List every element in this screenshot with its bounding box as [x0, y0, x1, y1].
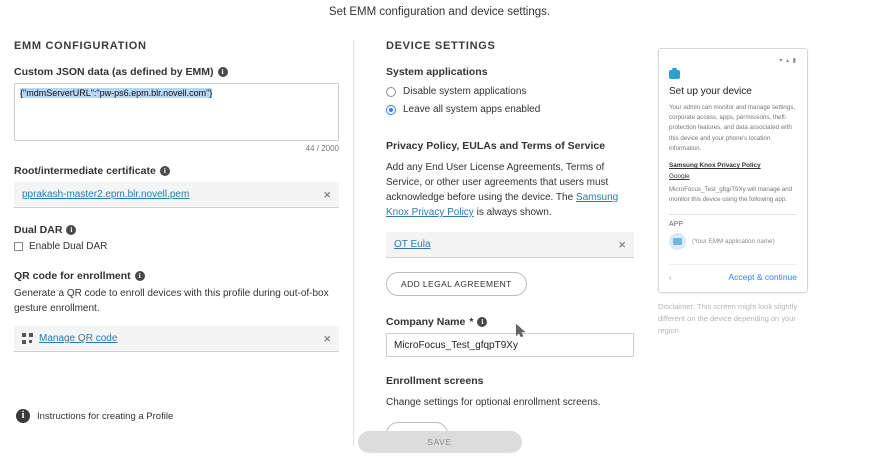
accept-continue-button[interactable]: Accept & continue	[728, 272, 797, 283]
info-icon[interactable]: i	[218, 67, 228, 77]
qr-code-icon	[22, 333, 33, 344]
briefcase-icon	[669, 70, 680, 79]
company-name-input[interactable]	[386, 333, 634, 357]
phone-google-link[interactable]: Google	[669, 173, 690, 181]
back-arrow-icon[interactable]: ‹	[669, 272, 672, 282]
legal-agreement-row	[386, 232, 634, 258]
device-settings-title: DEVICE SETTINGS	[386, 40, 496, 52]
certificate-row	[14, 182, 339, 208]
close-icon[interactable]: ×	[618, 237, 626, 252]
privacy-policy-text	[386, 160, 634, 220]
company-name-label	[386, 316, 634, 328]
app-placeholder-icon	[669, 233, 686, 250]
radio-leave-system-apps[interactable]	[386, 104, 634, 115]
info-icon[interactable]: i	[160, 166, 170, 176]
add-legal-agreement-button[interactable]: ADD LEGAL AGREEMENT	[386, 272, 527, 296]
manage-qr-row	[14, 326, 339, 352]
info-icon[interactable]: i	[477, 317, 487, 327]
dual-dar-label-text: Dual DAR	[14, 224, 63, 236]
custom-json-value: {"mdmServerURL":"pw-ps6.epm.blr.novell.com"}	[20, 88, 213, 98]
close-icon[interactable]: ×	[323, 331, 331, 346]
emm-configuration-title: EMM CONFIGURATION	[14, 40, 147, 52]
system-applications-label: System applications	[386, 66, 488, 78]
info-icon[interactable]: i	[66, 225, 76, 235]
privacy-policy-title: Privacy Policy, EULAs and Terms of Service	[386, 140, 606, 152]
phone-app-name: (Your EMM application name)	[692, 238, 775, 246]
device-preview-panel	[644, 40, 824, 446]
phone-footer	[669, 264, 797, 282]
custom-json-label	[14, 66, 339, 78]
enable-dual-dar-checkbox[interactable]	[14, 242, 23, 251]
phone-app-row	[669, 233, 797, 250]
radio-button-selected[interactable]	[386, 105, 396, 115]
info-icon: i	[16, 409, 30, 423]
manage-qr-left-group	[22, 333, 117, 344]
content-columns	[0, 40, 879, 446]
enable-dual-dar-label: Enable Dual DAR	[29, 241, 108, 252]
close-icon[interactable]: ×	[323, 187, 331, 202]
qr-code-label	[14, 270, 339, 282]
qr-code-label-text: QR code for enrollment	[14, 270, 131, 282]
enrollment-screens-title: Enrollment screens	[386, 375, 484, 387]
certificate-label-text: Root/intermediate certificate	[14, 165, 156, 177]
privacy-text-part2: is always shown.	[473, 207, 552, 218]
privacy-text-part1: Add any End User License Agreements, Terms of Service, or other user agreements that users must acknowledge before using the device. The	[386, 162, 609, 203]
required-asterisk: *	[469, 316, 474, 328]
phone-small-text: MicroFocus_Test_gfqpT9Xy will manage and monitor this device using the following app.	[669, 186, 793, 204]
preview-disclaimer: Disclaimer: This screen might look slightly different on the device depending on your region.	[658, 302, 798, 336]
phone-body-text: Your admin can monitor and manage settings, corporate access, apps, permissions, theft-protection features, and data associated with this device and your phone's location information.	[669, 104, 796, 152]
radio-disable-system-apps[interactable]	[386, 86, 634, 97]
radio-leave-label: Leave all system apps enabled	[403, 104, 541, 115]
custom-json-label-text: Custom JSON data (as defined by EMM)	[14, 66, 214, 78]
spacer	[386, 122, 634, 140]
samsung-knox-privacy-policy-link[interactable]: Samsung Knox Privacy Policy	[386, 192, 619, 218]
phone-status-bar: ▾ ▴ ▮	[779, 58, 797, 64]
manage-qr-code-link[interactable]: Manage QR code	[39, 333, 118, 344]
device-settings-panel	[354, 40, 644, 446]
radio-button[interactable]	[386, 87, 396, 97]
company-name-label-text: Company Name	[386, 316, 466, 328]
instructions-note[interactable]	[16, 409, 173, 423]
phone-title: Set up your device	[669, 86, 752, 97]
radio-disable-label: Disable system applications	[403, 86, 527, 97]
enrollment-screens-text: Change settings for optional enrollment screens.	[386, 397, 601, 408]
enable-dual-dar-row[interactable]	[14, 241, 339, 252]
emm-configuration-panel	[14, 40, 354, 446]
custom-json-input[interactable]	[14, 83, 339, 141]
instructions-link[interactable]: Instructions for creating a Profile	[37, 410, 174, 422]
phone-app-section-label: APP	[669, 214, 797, 228]
phone-preview	[658, 48, 808, 293]
save-button[interactable]: SAVE	[358, 431, 522, 453]
spacer	[386, 357, 634, 375]
certificate-label	[14, 165, 339, 177]
eula-item-link[interactable]: OT Eula	[394, 239, 431, 250]
dual-dar-label	[14, 224, 339, 236]
phone-knox-privacy-link[interactable]: Samsung Knox Privacy Policy	[669, 162, 761, 170]
qr-code-helper-text: Generate a QR code to enroll devices with this profile during out-of-box gesture enrollment.	[14, 288, 329, 314]
certificate-file-link[interactable]: pprakash-master2.epm.blr.novell.pem	[22, 189, 190, 200]
info-icon[interactable]: i	[135, 271, 145, 281]
page-title: Set EMM configuration and device settings.	[328, 6, 551, 18]
json-char-count: 44 / 2000	[305, 144, 339, 153]
